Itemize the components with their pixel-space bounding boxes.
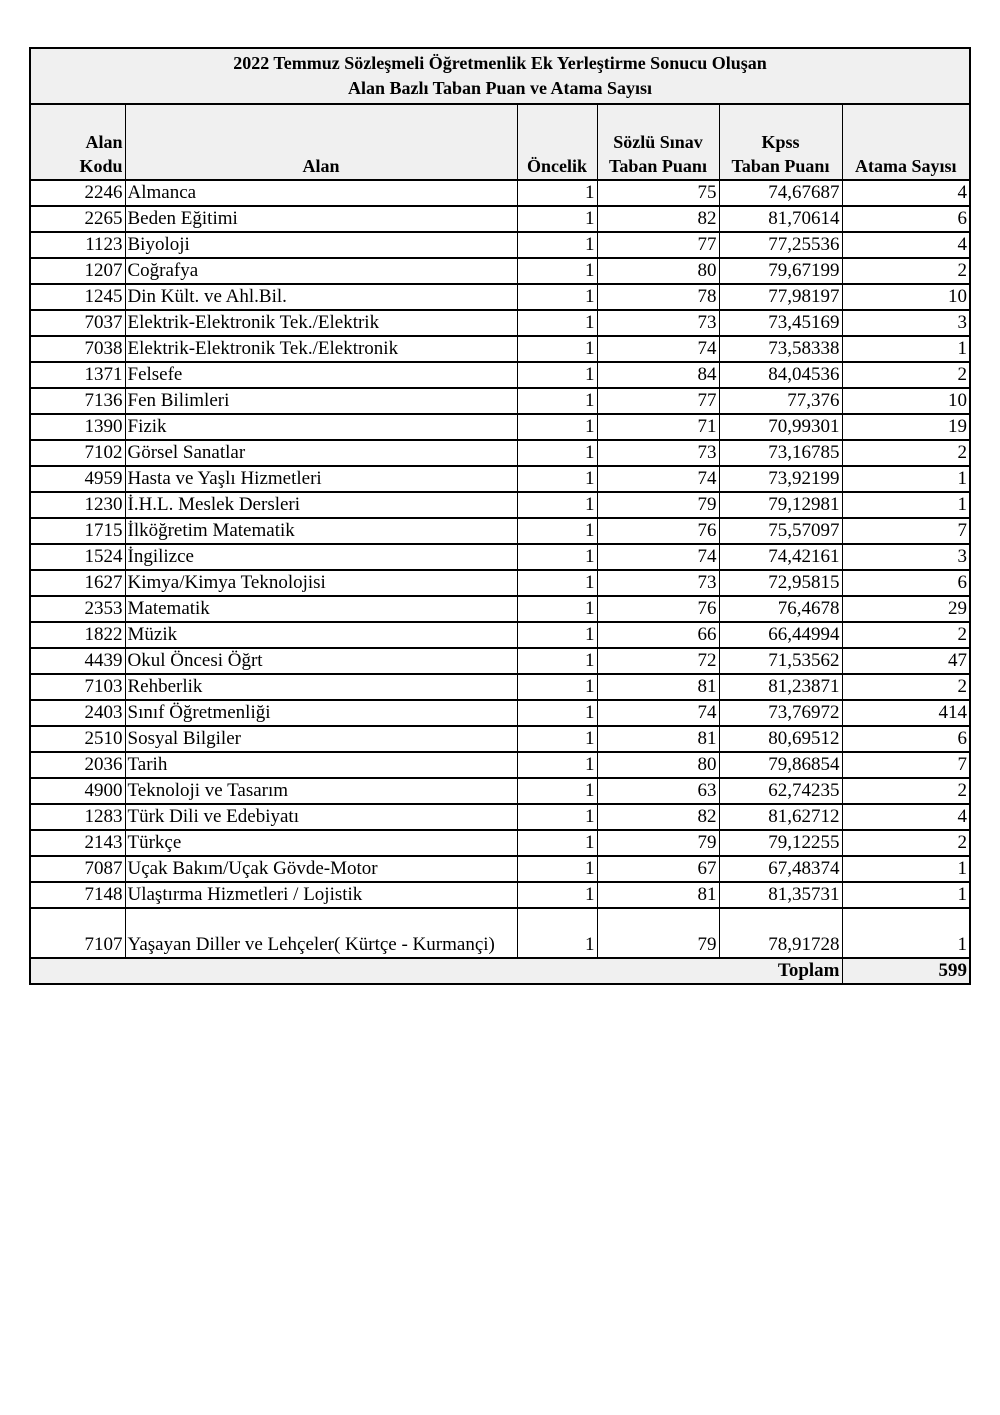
cell-alan: Felsefe bbox=[125, 362, 517, 388]
table-row bbox=[30, 726, 970, 752]
title-row bbox=[30, 48, 970, 104]
cell-alan: Fen Bilimleri bbox=[125, 388, 517, 414]
table-row bbox=[30, 414, 970, 440]
cell-sozlu-taban-puani: 79 bbox=[597, 492, 719, 518]
cell-kpss-taban-puani: 71,53562 bbox=[719, 648, 842, 674]
cell-oncelik: 1 bbox=[517, 726, 597, 752]
cell-atama-sayisi: 4 bbox=[842, 180, 970, 206]
cell-oncelik: 1 bbox=[517, 336, 597, 362]
table-row bbox=[30, 284, 970, 310]
cell-sozlu-taban-puani: 77 bbox=[597, 232, 719, 258]
cell-atama-sayisi: 1 bbox=[842, 466, 970, 492]
cell-sozlu-taban-puani: 78 bbox=[597, 284, 719, 310]
cell-alan-kodu: 2510 bbox=[30, 726, 125, 752]
total-value: 599 bbox=[842, 958, 970, 984]
cell-alan-kodu: 2403 bbox=[30, 700, 125, 726]
cell-oncelik: 1 bbox=[517, 310, 597, 336]
cell-atama-sayisi: 1 bbox=[842, 908, 970, 958]
cell-oncelik: 1 bbox=[517, 856, 597, 882]
table-row bbox=[30, 830, 970, 856]
cell-alan: Ulaştırma Hizmetleri / Lojistik bbox=[125, 882, 517, 908]
table-row bbox=[30, 674, 970, 700]
table-row bbox=[30, 518, 970, 544]
cell-alan: Biyoloji bbox=[125, 232, 517, 258]
cell-alan-kodu: 1230 bbox=[30, 492, 125, 518]
cell-kpss-taban-puani: 79,86854 bbox=[719, 752, 842, 778]
cell-oncelik: 1 bbox=[517, 674, 597, 700]
cell-atama-sayisi: 414 bbox=[842, 700, 970, 726]
cell-alan-kodu: 7148 bbox=[30, 882, 125, 908]
cell-alan: Coğrafya bbox=[125, 258, 517, 284]
cell-sozlu-taban-puani: 84 bbox=[597, 362, 719, 388]
cell-alan: Türk Dili ve Edebiyatı bbox=[125, 804, 517, 830]
cell-kpss-taban-puani: 73,16785 bbox=[719, 440, 842, 466]
cell-oncelik: 1 bbox=[517, 622, 597, 648]
cell-sozlu-taban-puani: 76 bbox=[597, 596, 719, 622]
cell-kpss-taban-puani: 77,376 bbox=[719, 388, 842, 414]
cell-oncelik: 1 bbox=[517, 804, 597, 830]
cell-alan-kodu: 7107 bbox=[30, 908, 125, 958]
cell-oncelik: 1 bbox=[517, 258, 597, 284]
cell-oncelik: 1 bbox=[517, 206, 597, 232]
cell-oncelik: 1 bbox=[517, 570, 597, 596]
cell-alan: Müzik bbox=[125, 622, 517, 648]
cell-sozlu-taban-puani: 80 bbox=[597, 258, 719, 284]
table-row bbox=[30, 570, 970, 596]
cell-kpss-taban-puani: 79,12255 bbox=[719, 830, 842, 856]
cell-oncelik: 1 bbox=[517, 414, 597, 440]
cell-alan: Hasta ve Yaşlı Hizmetleri bbox=[125, 466, 517, 492]
table-row bbox=[30, 804, 970, 830]
cell-sozlu-taban-puani: 82 bbox=[597, 206, 719, 232]
cell-alan: Matematik bbox=[125, 596, 517, 622]
header-sozlu bbox=[597, 104, 719, 180]
cell-sozlu-taban-puani: 79 bbox=[597, 830, 719, 856]
cell-alan: İlköğretim Matematik bbox=[125, 518, 517, 544]
cell-alan: Sosyal Bilgiler bbox=[125, 726, 517, 752]
cell-atama-sayisi: 19 bbox=[842, 414, 970, 440]
cell-sozlu-taban-puani: 73 bbox=[597, 570, 719, 596]
header-alan-kodu-line1: Alan bbox=[85, 132, 123, 152]
table-row bbox=[30, 232, 970, 258]
cell-oncelik: 1 bbox=[517, 778, 597, 804]
cell-oncelik: 1 bbox=[517, 830, 597, 856]
cell-oncelik: 1 bbox=[517, 518, 597, 544]
cell-atama-sayisi: 6 bbox=[842, 206, 970, 232]
cell-sozlu-taban-puani: 82 bbox=[597, 804, 719, 830]
cell-kpss-taban-puani: 81,35731 bbox=[719, 882, 842, 908]
cell-alan-kodu: 2036 bbox=[30, 752, 125, 778]
cell-atama-sayisi: 6 bbox=[842, 570, 970, 596]
cell-sozlu-taban-puani: 74 bbox=[597, 544, 719, 570]
cell-alan: Almanca bbox=[125, 180, 517, 206]
table-title bbox=[30, 48, 970, 104]
cell-kpss-taban-puani: 77,98197 bbox=[719, 284, 842, 310]
table-row bbox=[30, 596, 970, 622]
cell-oncelik: 1 bbox=[517, 544, 597, 570]
cell-atama-sayisi: 2 bbox=[842, 362, 970, 388]
cell-alan-kodu: 1390 bbox=[30, 414, 125, 440]
cell-atama-sayisi: 4 bbox=[842, 232, 970, 258]
header-sozlu-line2: Taban Puanı bbox=[609, 156, 707, 176]
cell-kpss-taban-puani: 62,74235 bbox=[719, 778, 842, 804]
cell-atama-sayisi: 1 bbox=[842, 492, 970, 518]
title-line-1: 2022 Temmuz Sözleşmeli Öğretmenlik Ek Yerleştirme Sonucu Oluşan bbox=[233, 53, 767, 73]
cell-sozlu-taban-puani: 81 bbox=[597, 674, 719, 700]
header-oncelik: Öncelik bbox=[517, 104, 597, 180]
cell-atama-sayisi: 7 bbox=[842, 518, 970, 544]
cell-alan-kodu: 7102 bbox=[30, 440, 125, 466]
cell-kpss-taban-puani: 78,91728 bbox=[719, 908, 842, 958]
cell-oncelik: 1 bbox=[517, 388, 597, 414]
header-alan-kodu-line2: Kodu bbox=[79, 156, 123, 176]
cell-alan-kodu: 1371 bbox=[30, 362, 125, 388]
cell-kpss-taban-puani: 76,4678 bbox=[719, 596, 842, 622]
cell-alan: Din Kült. ve Ahl.Bil. bbox=[125, 284, 517, 310]
cell-alan: Fizik bbox=[125, 414, 517, 440]
cell-oncelik: 1 bbox=[517, 492, 597, 518]
cell-kpss-taban-puani: 77,25536 bbox=[719, 232, 842, 258]
cell-atama-sayisi: 6 bbox=[842, 726, 970, 752]
header-kpss-line1: Kpss bbox=[761, 132, 800, 152]
cell-alan: Tarih bbox=[125, 752, 517, 778]
cell-oncelik: 1 bbox=[517, 180, 597, 206]
cell-sozlu-taban-puani: 81 bbox=[597, 882, 719, 908]
cell-kpss-taban-puani: 73,92199 bbox=[719, 466, 842, 492]
cell-sozlu-taban-puani: 81 bbox=[597, 726, 719, 752]
cell-atama-sayisi: 2 bbox=[842, 830, 970, 856]
table-row bbox=[30, 882, 970, 908]
header-alan: Alan bbox=[125, 104, 517, 180]
table-row bbox=[30, 362, 970, 388]
cell-alan-kodu: 7103 bbox=[30, 674, 125, 700]
cell-oncelik: 1 bbox=[517, 908, 597, 958]
total-row bbox=[30, 958, 970, 984]
cell-oncelik: 1 bbox=[517, 284, 597, 310]
cell-kpss-taban-puani: 70,99301 bbox=[719, 414, 842, 440]
cell-alan-kodu: 2353 bbox=[30, 596, 125, 622]
cell-atama-sayisi: 10 bbox=[842, 284, 970, 310]
header-atama: Atama Sayısı bbox=[842, 104, 970, 180]
table-row bbox=[30, 466, 970, 492]
cell-sozlu-taban-puani: 63 bbox=[597, 778, 719, 804]
cell-alan-kodu: 1283 bbox=[30, 804, 125, 830]
cell-alan: Beden Eğitimi bbox=[125, 206, 517, 232]
cell-sozlu-taban-puani: 80 bbox=[597, 752, 719, 778]
title-line-2: Alan Bazlı Taban Puan ve Atama Sayısı bbox=[347, 78, 653, 98]
cell-sozlu-taban-puani: 71 bbox=[597, 414, 719, 440]
table-row bbox=[30, 180, 970, 206]
cell-sozlu-taban-puani: 74 bbox=[597, 466, 719, 492]
cell-atama-sayisi: 3 bbox=[842, 310, 970, 336]
cell-atama-sayisi: 29 bbox=[842, 596, 970, 622]
cell-alan: Türkçe bbox=[125, 830, 517, 856]
cell-oncelik: 1 bbox=[517, 362, 597, 388]
cell-oncelik: 1 bbox=[517, 700, 597, 726]
cell-alan-kodu: 7038 bbox=[30, 336, 125, 362]
cell-kpss-taban-puani: 84,04536 bbox=[719, 362, 842, 388]
cell-sozlu-taban-puani: 72 bbox=[597, 648, 719, 674]
cell-atama-sayisi: 2 bbox=[842, 258, 970, 284]
cell-alan-kodu: 2143 bbox=[30, 830, 125, 856]
cell-kpss-taban-puani: 81,23871 bbox=[719, 674, 842, 700]
table-row bbox=[30, 856, 970, 882]
cell-kpss-taban-puani: 80,69512 bbox=[719, 726, 842, 752]
header-kpss-line2: Taban Puanı bbox=[731, 156, 830, 176]
cell-alan-kodu: 1123 bbox=[30, 232, 125, 258]
cell-atama-sayisi: 1 bbox=[842, 336, 970, 362]
cell-sozlu-taban-puani: 79 bbox=[597, 908, 719, 958]
cell-alan-kodu: 1627 bbox=[30, 570, 125, 596]
cell-alan: Sınıf Öğretmenliği bbox=[125, 700, 517, 726]
cell-atama-sayisi: 47 bbox=[842, 648, 970, 674]
cell-alan: Rehberlik bbox=[125, 674, 517, 700]
cell-alan-kodu: 7087 bbox=[30, 856, 125, 882]
table-row bbox=[30, 388, 970, 414]
total-label: Toplam bbox=[30, 958, 842, 984]
header-row bbox=[30, 104, 970, 180]
cell-sozlu-taban-puani: 77 bbox=[597, 388, 719, 414]
table-row bbox=[30, 258, 970, 284]
document-page bbox=[29, 47, 969, 985]
cell-oncelik: 1 bbox=[517, 232, 597, 258]
cell-atama-sayisi: 2 bbox=[842, 622, 970, 648]
table-row bbox=[30, 752, 970, 778]
table-row bbox=[30, 908, 970, 958]
cell-alan-kodu: 1715 bbox=[30, 518, 125, 544]
cell-atama-sayisi: 10 bbox=[842, 388, 970, 414]
table-row bbox=[30, 778, 970, 804]
cell-kpss-taban-puani: 67,48374 bbox=[719, 856, 842, 882]
cell-kpss-taban-puani: 74,42161 bbox=[719, 544, 842, 570]
cell-kpss-taban-puani: 79,12981 bbox=[719, 492, 842, 518]
table-row bbox=[30, 544, 970, 570]
cell-oncelik: 1 bbox=[517, 466, 597, 492]
cell-alan: İ.H.L. Meslek Dersleri bbox=[125, 492, 517, 518]
header-sozlu-line1: Sözlü Sınav bbox=[613, 132, 703, 152]
cell-atama-sayisi: 1 bbox=[842, 882, 970, 908]
table-row bbox=[30, 622, 970, 648]
cell-alan-kodu: 7136 bbox=[30, 388, 125, 414]
cell-kpss-taban-puani: 74,67687 bbox=[719, 180, 842, 206]
header-kpss bbox=[719, 104, 842, 180]
table-row bbox=[30, 206, 970, 232]
cell-alan-kodu: 1245 bbox=[30, 284, 125, 310]
cell-sozlu-taban-puani: 75 bbox=[597, 180, 719, 206]
cell-kpss-taban-puani: 81,70614 bbox=[719, 206, 842, 232]
cell-sozlu-taban-puani: 76 bbox=[597, 518, 719, 544]
header-alan-kodu bbox=[30, 104, 125, 180]
cell-alan-kodu: 2265 bbox=[30, 206, 125, 232]
cell-oncelik: 1 bbox=[517, 440, 597, 466]
cell-kpss-taban-puani: 79,67199 bbox=[719, 258, 842, 284]
table-row bbox=[30, 310, 970, 336]
cell-atama-sayisi: 4 bbox=[842, 804, 970, 830]
cell-kpss-taban-puani: 75,57097 bbox=[719, 518, 842, 544]
cell-sozlu-taban-puani: 74 bbox=[597, 336, 719, 362]
cell-alan: Uçak Bakım/Uçak Gövde-Motor bbox=[125, 856, 517, 882]
cell-kpss-taban-puani: 72,95815 bbox=[719, 570, 842, 596]
cell-kpss-taban-puani: 73,58338 bbox=[719, 336, 842, 362]
table-row bbox=[30, 440, 970, 466]
cell-oncelik: 1 bbox=[517, 882, 597, 908]
cell-alan-kodu: 4900 bbox=[30, 778, 125, 804]
cell-alan: Yaşayan Diller ve Lehçeler( Kürtçe - Kurmançi) bbox=[125, 908, 517, 958]
cell-oncelik: 1 bbox=[517, 648, 597, 674]
cell-alan-kodu: 1822 bbox=[30, 622, 125, 648]
table-row bbox=[30, 336, 970, 362]
table-row bbox=[30, 492, 970, 518]
cell-sozlu-taban-puani: 73 bbox=[597, 310, 719, 336]
cell-alan: İngilizce bbox=[125, 544, 517, 570]
cell-alan-kodu: 2246 bbox=[30, 180, 125, 206]
table-row bbox=[30, 648, 970, 674]
cell-alan-kodu: 1524 bbox=[30, 544, 125, 570]
table-body bbox=[30, 180, 970, 958]
cell-atama-sayisi: 3 bbox=[842, 544, 970, 570]
cell-alan: Okul Öncesi Öğrt bbox=[125, 648, 517, 674]
cell-atama-sayisi: 2 bbox=[842, 440, 970, 466]
cell-atama-sayisi: 1 bbox=[842, 856, 970, 882]
cell-kpss-taban-puani: 73,45169 bbox=[719, 310, 842, 336]
cell-atama-sayisi: 7 bbox=[842, 752, 970, 778]
cell-kpss-taban-puani: 73,76972 bbox=[719, 700, 842, 726]
cell-kpss-taban-puani: 81,62712 bbox=[719, 804, 842, 830]
cell-sozlu-taban-puani: 66 bbox=[597, 622, 719, 648]
cell-alan-kodu: 7037 bbox=[30, 310, 125, 336]
cell-alan-kodu: 1207 bbox=[30, 258, 125, 284]
cell-alan: Teknoloji ve Tasarım bbox=[125, 778, 517, 804]
cell-alan: Görsel Sanatlar bbox=[125, 440, 517, 466]
cell-alan: Elektrik-Elektronik Tek./Elektronik bbox=[125, 336, 517, 362]
cell-atama-sayisi: 2 bbox=[842, 674, 970, 700]
cell-sozlu-taban-puani: 74 bbox=[597, 700, 719, 726]
placement-table bbox=[29, 47, 971, 985]
table-row bbox=[30, 700, 970, 726]
cell-alan-kodu: 4959 bbox=[30, 466, 125, 492]
cell-sozlu-taban-puani: 67 bbox=[597, 856, 719, 882]
cell-alan: Elektrik-Elektronik Tek./Elektrik bbox=[125, 310, 517, 336]
cell-alan-kodu: 4439 bbox=[30, 648, 125, 674]
cell-atama-sayisi: 2 bbox=[842, 778, 970, 804]
cell-alan: Kimya/Kimya Teknolojisi bbox=[125, 570, 517, 596]
cell-oncelik: 1 bbox=[517, 752, 597, 778]
cell-kpss-taban-puani: 66,44994 bbox=[719, 622, 842, 648]
cell-sozlu-taban-puani: 73 bbox=[597, 440, 719, 466]
cell-oncelik: 1 bbox=[517, 596, 597, 622]
